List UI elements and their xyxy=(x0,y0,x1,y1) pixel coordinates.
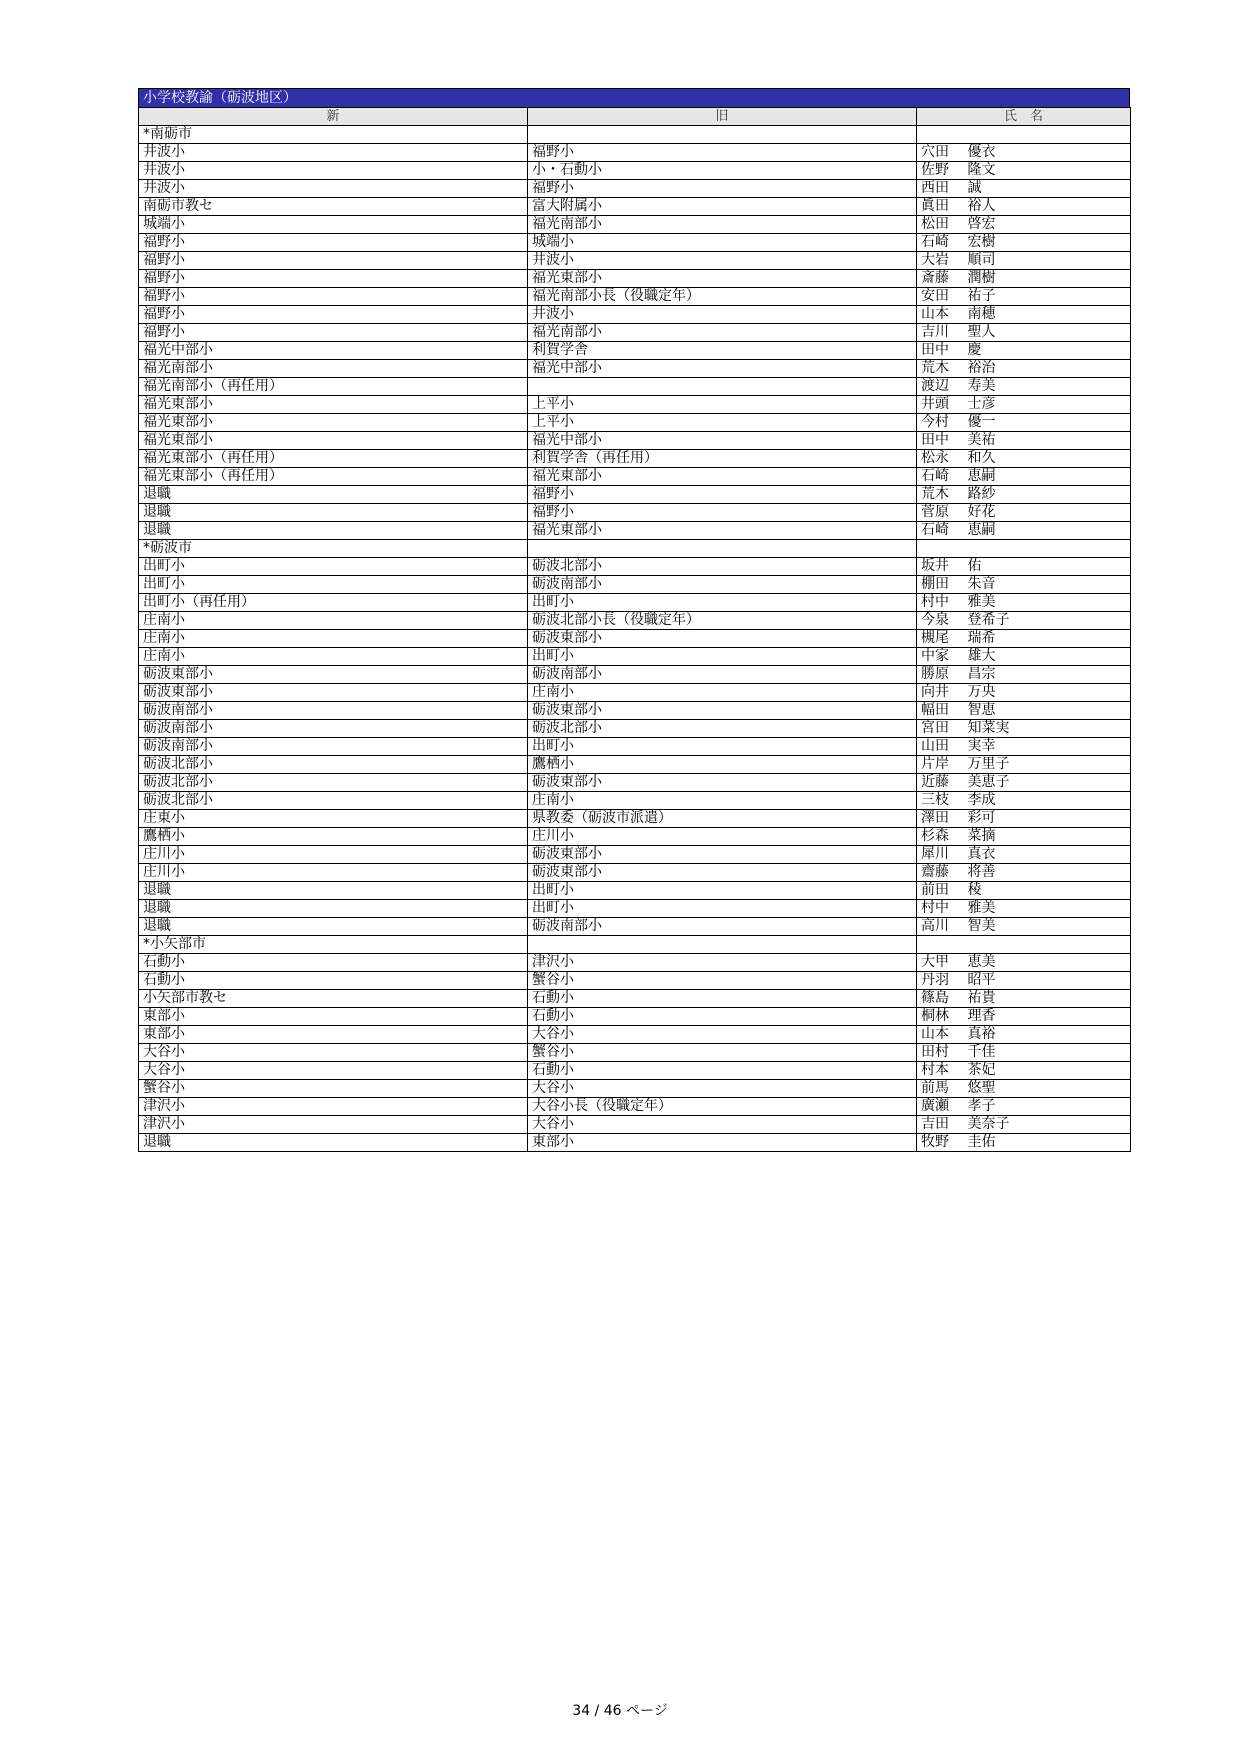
old-school-cell: 福光中部小 xyxy=(528,360,917,378)
page-number: 34 / 46 ページ xyxy=(572,1703,668,1719)
old-school-cell: 砺波南部小 xyxy=(528,666,917,684)
new-school-cell: 退職 xyxy=(139,900,528,918)
table-row xyxy=(139,180,1131,198)
new-school-cell: 庄南小 xyxy=(139,612,528,630)
old-school-cell: 大谷小 xyxy=(528,1026,917,1044)
teacher-name-cell: 前馬 悠聖 xyxy=(917,1080,1131,1098)
old-school-cell: 出町小 xyxy=(528,594,917,612)
old-school-cell: 庄南小 xyxy=(528,684,917,702)
new-school-cell: 東部小 xyxy=(139,1008,528,1026)
table-row xyxy=(139,396,1131,414)
transfer-table xyxy=(138,107,1131,1152)
old-school-cell: 井波小 xyxy=(528,306,917,324)
old-school-cell: 福光南部小 xyxy=(528,324,917,342)
table-row xyxy=(139,468,1131,486)
table-row xyxy=(139,162,1131,180)
teacher-name-cell: 吉田 美奈子 xyxy=(917,1116,1131,1134)
teacher-name-cell: 齋藤 将善 xyxy=(917,864,1131,882)
table-row xyxy=(139,882,1131,900)
teacher-name-cell: 大甲 恵美 xyxy=(917,954,1131,972)
teacher-name-cell: 三枝 李成 xyxy=(917,792,1131,810)
teacher-name-cell: 幅田 智恵 xyxy=(917,702,1131,720)
old-school-cell: 砺波北部小 xyxy=(528,720,917,738)
table-row xyxy=(139,828,1131,846)
teacher-name-cell: 中家 雄大 xyxy=(917,648,1131,666)
new-school-cell: 退職 xyxy=(139,918,528,936)
old-school-cell: 小・石動小 xyxy=(528,162,917,180)
new-school-cell: 福光東部小（再任用） xyxy=(139,450,528,468)
section-empty-name xyxy=(917,126,1131,144)
old-school-cell: 砺波東部小 xyxy=(528,864,917,882)
old-school-cell: 鷹栖小 xyxy=(528,756,917,774)
new-school-cell: 津沢小 xyxy=(139,1116,528,1134)
teacher-name-cell: 向井 万央 xyxy=(917,684,1131,702)
table-row xyxy=(139,1116,1131,1134)
old-school-cell: 利賀学舎（再任用） xyxy=(528,450,917,468)
teacher-name-cell: 棚田 朱音 xyxy=(917,576,1131,594)
old-school-cell: 砺波東部小 xyxy=(528,774,917,792)
teacher-name-cell: 安田 祐子 xyxy=(917,288,1131,306)
teacher-name-cell: 眞田 裕人 xyxy=(917,198,1131,216)
teacher-name-cell: 篠島 祐貴 xyxy=(917,990,1131,1008)
new-school-cell: 砺波東部小 xyxy=(139,666,528,684)
sheet-title: 小学校教諭（砺波地区） xyxy=(138,88,1130,107)
table-row xyxy=(139,684,1131,702)
table-row xyxy=(139,432,1131,450)
old-school-cell: 出町小 xyxy=(528,900,917,918)
table-row xyxy=(139,720,1131,738)
header-row xyxy=(139,108,1131,126)
old-school-cell: 福光東部小 xyxy=(528,270,917,288)
new-school-cell: 津沢小 xyxy=(139,1098,528,1116)
table-row xyxy=(139,252,1131,270)
section-empty-old xyxy=(528,936,917,954)
table-row xyxy=(139,972,1131,990)
table-row xyxy=(139,1098,1131,1116)
table-row xyxy=(139,198,1131,216)
teacher-name-cell: 犀川 真衣 xyxy=(917,846,1131,864)
table-row xyxy=(139,1008,1131,1026)
old-school-cell: 福野小 xyxy=(528,180,917,198)
old-school-cell: 大谷小長（役職定年） xyxy=(528,1098,917,1116)
old-school-cell: 砺波北部小長（役職定年） xyxy=(528,612,917,630)
new-school-cell: 出町小 xyxy=(139,558,528,576)
section-label: *砺波市 xyxy=(139,540,528,558)
new-school-cell: 福光南部小 xyxy=(139,360,528,378)
teacher-name-cell: 澤田 彩可 xyxy=(917,810,1131,828)
table-row xyxy=(139,558,1131,576)
teacher-name-cell: 石崎 恵嗣 xyxy=(917,468,1131,486)
new-school-cell: 福野小 xyxy=(139,288,528,306)
header-name: 氏 名 xyxy=(917,108,1131,126)
old-school-cell: 砺波北部小 xyxy=(528,558,917,576)
new-school-cell: 石動小 xyxy=(139,972,528,990)
section-label: *南砺市 xyxy=(139,126,528,144)
teacher-name-cell: 荒木 路紗 xyxy=(917,486,1131,504)
teacher-name-cell: 牧野 圭佑 xyxy=(917,1134,1131,1152)
old-school-cell: 出町小 xyxy=(528,648,917,666)
old-school-cell: 福光中部小 xyxy=(528,432,917,450)
teacher-name-cell: 前田 稜 xyxy=(917,882,1131,900)
table-row xyxy=(139,288,1131,306)
teacher-name-cell: 大岩 順司 xyxy=(917,252,1131,270)
table-row xyxy=(139,1062,1131,1080)
teacher-name-cell: 山本 真裕 xyxy=(917,1026,1131,1044)
old-school-cell: 井波小 xyxy=(528,252,917,270)
table-row xyxy=(139,216,1131,234)
old-school-cell: 津沢小 xyxy=(528,954,917,972)
new-school-cell: 大谷小 xyxy=(139,1062,528,1080)
old-school-cell: 砺波東部小 xyxy=(528,630,917,648)
teacher-name-cell: 石崎 宏樹 xyxy=(917,234,1131,252)
table-row xyxy=(139,702,1131,720)
table-row xyxy=(139,1044,1131,1062)
new-school-cell: 福光東部小 xyxy=(139,432,528,450)
table-row xyxy=(139,774,1131,792)
teacher-name-cell: 村中 雅美 xyxy=(917,594,1131,612)
section-empty-old xyxy=(528,126,917,144)
teacher-name-cell: 高川 智美 xyxy=(917,918,1131,936)
table-row xyxy=(139,1026,1131,1044)
new-school-cell: 庄南小 xyxy=(139,630,528,648)
table-row xyxy=(139,378,1131,396)
old-school-cell xyxy=(528,378,917,396)
old-school-cell: 福光東部小 xyxy=(528,522,917,540)
table-row xyxy=(139,234,1131,252)
table-row xyxy=(139,594,1131,612)
teacher-name-cell: 村本 茶妃 xyxy=(917,1062,1131,1080)
old-school-cell: 県教委（砺波市派遣） xyxy=(528,810,917,828)
new-school-cell: 庄川小 xyxy=(139,864,528,882)
teacher-name-cell: 松田 啓宏 xyxy=(917,216,1131,234)
new-school-cell: 福光南部小（再任用） xyxy=(139,378,528,396)
new-school-cell: 福光東部小（再任用） xyxy=(139,468,528,486)
new-school-cell: 退職 xyxy=(139,486,528,504)
table-row xyxy=(139,576,1131,594)
table-row xyxy=(139,522,1131,540)
section-empty-name xyxy=(917,936,1131,954)
section-row xyxy=(139,540,1131,558)
new-school-cell: 砺波北部小 xyxy=(139,792,528,810)
teacher-name-cell: 坂井 佑 xyxy=(917,558,1131,576)
old-school-cell: 福光南部小 xyxy=(528,216,917,234)
old-school-cell: 石動小 xyxy=(528,1062,917,1080)
old-school-cell: 富大附属小 xyxy=(528,198,917,216)
table-row xyxy=(139,900,1131,918)
table-row xyxy=(139,1134,1131,1152)
old-school-cell: 福野小 xyxy=(528,486,917,504)
old-school-cell: 砺波南部小 xyxy=(528,918,917,936)
teacher-name-cell: 菅原 好花 xyxy=(917,504,1131,522)
teacher-name-cell: 田村 千佳 xyxy=(917,1044,1131,1062)
old-school-cell: 福光南部小長（役職定年） xyxy=(528,288,917,306)
teacher-name-cell: 穴田 優衣 xyxy=(917,144,1131,162)
teacher-name-cell: 渡辺 寿美 xyxy=(917,378,1131,396)
teacher-name-cell: 宮田 知菜実 xyxy=(917,720,1131,738)
teacher-name-cell: 今村 優一 xyxy=(917,414,1131,432)
table-row xyxy=(139,306,1131,324)
teacher-name-cell: 吉川 聖人 xyxy=(917,324,1131,342)
old-school-cell: 出町小 xyxy=(528,882,917,900)
teacher-name-cell: 丹羽 昭平 xyxy=(917,972,1131,990)
teacher-name-cell: 西田 誠 xyxy=(917,180,1131,198)
table-row xyxy=(139,954,1131,972)
teacher-name-cell: 村中 雅美 xyxy=(917,900,1131,918)
teacher-name-cell: 松永 和久 xyxy=(917,450,1131,468)
table-row xyxy=(139,486,1131,504)
teacher-name-cell: 石崎 恵嗣 xyxy=(917,522,1131,540)
teacher-name-cell: 斎藤 潤樹 xyxy=(917,270,1131,288)
old-school-cell: 福光東部小 xyxy=(528,468,917,486)
teacher-name-cell: 片岸 万里子 xyxy=(917,756,1131,774)
table-row xyxy=(139,414,1131,432)
teacher-name-cell: 廣瀬 孝子 xyxy=(917,1098,1131,1116)
teacher-name-cell: 荒木 裕治 xyxy=(917,360,1131,378)
new-school-cell: 鷹栖小 xyxy=(139,828,528,846)
teacher-name-cell: 今泉 登希子 xyxy=(917,612,1131,630)
old-school-cell: 砺波東部小 xyxy=(528,702,917,720)
new-school-cell: 砺波北部小 xyxy=(139,774,528,792)
table-row xyxy=(139,846,1131,864)
teacher-name-cell: 佐野 隆文 xyxy=(917,162,1131,180)
teacher-name-cell: 田中 美祐 xyxy=(917,432,1131,450)
new-school-cell: 小矢部市教セ xyxy=(139,990,528,1008)
personnel-sheet xyxy=(138,88,1130,1152)
table-row xyxy=(139,918,1131,936)
old-school-cell: 大谷小 xyxy=(528,1116,917,1134)
table-row xyxy=(139,450,1131,468)
old-school-cell: 砺波南部小 xyxy=(528,576,917,594)
teacher-name-cell: 勝原 昌宗 xyxy=(917,666,1131,684)
new-school-cell: 砺波南部小 xyxy=(139,720,528,738)
teacher-name-cell: 山本 南穂 xyxy=(917,306,1131,324)
section-empty-name xyxy=(917,540,1131,558)
new-school-cell: 砺波南部小 xyxy=(139,702,528,720)
new-school-cell: 出町小（再任用） xyxy=(139,594,528,612)
old-school-cell: 砺波東部小 xyxy=(528,846,917,864)
table-row xyxy=(139,990,1131,1008)
new-school-cell: 庄東小 xyxy=(139,810,528,828)
new-school-cell: 福野小 xyxy=(139,252,528,270)
table-row xyxy=(139,324,1131,342)
section-label: *小矢部市 xyxy=(139,936,528,954)
new-school-cell: 井波小 xyxy=(139,180,528,198)
table-row xyxy=(139,666,1131,684)
table-row xyxy=(139,504,1131,522)
old-school-cell: 上平小 xyxy=(528,414,917,432)
section-row xyxy=(139,126,1131,144)
table-row xyxy=(139,864,1131,882)
old-school-cell: 城端小 xyxy=(528,234,917,252)
section-row xyxy=(139,936,1131,954)
teacher-name-cell: 井頭 士彦 xyxy=(917,396,1131,414)
table-row xyxy=(139,630,1131,648)
new-school-cell: 退職 xyxy=(139,504,528,522)
new-school-cell: 退職 xyxy=(139,522,528,540)
old-school-cell: 石動小 xyxy=(528,990,917,1008)
new-school-cell: 福光東部小 xyxy=(139,396,528,414)
old-school-cell: 東部小 xyxy=(528,1134,917,1152)
teacher-name-cell: 桐林 理香 xyxy=(917,1008,1131,1026)
new-school-cell: 東部小 xyxy=(139,1026,528,1044)
teacher-name-cell: 田中 慶 xyxy=(917,342,1131,360)
old-school-cell: 福野小 xyxy=(528,504,917,522)
teacher-name-cell: 杉森 菜摘 xyxy=(917,828,1131,846)
old-school-cell: 庄南小 xyxy=(528,792,917,810)
header-new: 新 xyxy=(139,108,528,126)
table-row xyxy=(139,144,1131,162)
new-school-cell: 退職 xyxy=(139,1134,528,1152)
old-school-cell: 福野小 xyxy=(528,144,917,162)
table-row xyxy=(139,738,1131,756)
old-school-cell: 蟹谷小 xyxy=(528,972,917,990)
new-school-cell: 福光東部小 xyxy=(139,414,528,432)
new-school-cell: 福野小 xyxy=(139,270,528,288)
new-school-cell: 砺波東部小 xyxy=(139,684,528,702)
table-row xyxy=(139,792,1131,810)
teacher-name-cell: 槻尾 瑞希 xyxy=(917,630,1131,648)
old-school-cell: 蟹谷小 xyxy=(528,1044,917,1062)
new-school-cell: 庄南小 xyxy=(139,648,528,666)
table-row xyxy=(139,810,1131,828)
new-school-cell: 城端小 xyxy=(139,216,528,234)
teacher-name-cell: 近藤 美恵子 xyxy=(917,774,1131,792)
old-school-cell: 出町小 xyxy=(528,738,917,756)
old-school-cell: 大谷小 xyxy=(528,1080,917,1098)
section-empty-old xyxy=(528,540,917,558)
new-school-cell: 蟹谷小 xyxy=(139,1080,528,1098)
new-school-cell: 砺波北部小 xyxy=(139,756,528,774)
table-row xyxy=(139,360,1131,378)
table-body xyxy=(139,126,1131,1152)
table-row xyxy=(139,612,1131,630)
new-school-cell: 井波小 xyxy=(139,144,528,162)
new-school-cell: 石動小 xyxy=(139,954,528,972)
new-school-cell: 出町小 xyxy=(139,576,528,594)
new-school-cell: 福野小 xyxy=(139,234,528,252)
new-school-cell: 南砺市教セ xyxy=(139,198,528,216)
new-school-cell: 大谷小 xyxy=(139,1044,528,1062)
old-school-cell: 上平小 xyxy=(528,396,917,414)
old-school-cell: 庄川小 xyxy=(528,828,917,846)
table-row xyxy=(139,1080,1131,1098)
old-school-cell: 石動小 xyxy=(528,1008,917,1026)
new-school-cell: 庄川小 xyxy=(139,846,528,864)
header-old: 旧 xyxy=(528,108,917,126)
new-school-cell: 退職 xyxy=(139,882,528,900)
new-school-cell: 福光中部小 xyxy=(139,342,528,360)
table-row xyxy=(139,648,1131,666)
teacher-name-cell: 山田 実幸 xyxy=(917,738,1131,756)
table-row xyxy=(139,270,1131,288)
new-school-cell: 砺波南部小 xyxy=(139,738,528,756)
old-school-cell: 利賀学舎 xyxy=(528,342,917,360)
table-row xyxy=(139,342,1131,360)
new-school-cell: 井波小 xyxy=(139,162,528,180)
new-school-cell: 福野小 xyxy=(139,324,528,342)
new-school-cell: 福野小 xyxy=(139,306,528,324)
table-row xyxy=(139,756,1131,774)
